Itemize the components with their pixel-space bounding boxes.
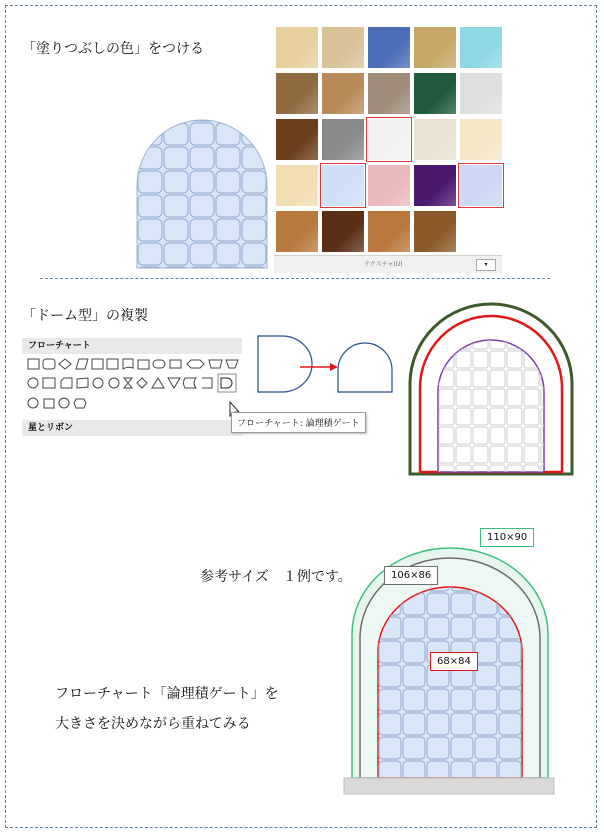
texture-swatch[interactable] (414, 211, 456, 252)
texture-swatch[interactable] (322, 73, 364, 114)
offpage-connector-icon[interactable] (43, 378, 55, 388)
section1-title: 「塗りつぶしの色」をつける (22, 41, 204, 57)
manual-input-icon[interactable] (209, 360, 222, 368)
texture-swatch[interactable] (276, 165, 318, 206)
texture-swatch[interactable] (414, 73, 456, 114)
and-gate-rotated-shape (338, 343, 392, 392)
texture-swatch[interactable] (368, 211, 410, 252)
reference-size-text: 参考サイズ １例です。 (200, 569, 352, 585)
texture-swatch[interactable] (322, 211, 364, 252)
merge-icon[interactable] (168, 378, 180, 388)
extract-icon[interactable] (152, 378, 164, 388)
texture-swatch[interactable] (322, 27, 364, 68)
texture-gallery (274, 26, 502, 272)
data-shape-icon[interactable] (76, 359, 88, 369)
internal-storage-icon[interactable] (107, 359, 118, 369)
manual-operation-icon[interactable] (226, 360, 238, 368)
texture-swatch[interactable] (322, 119, 364, 160)
texture-footer (274, 255, 502, 273)
texture-swatch[interactable] (460, 165, 502, 206)
document-shape-icon[interactable] (123, 359, 133, 369)
texture-swatch[interactable] (276, 211, 318, 252)
red-arrow-head-icon (330, 363, 338, 371)
texture-footer-label[interactable]: テクスチャ(U) (364, 261, 403, 268)
multidocument-icon[interactable] (138, 360, 149, 369)
and-gate-original-shape (258, 336, 312, 392)
stored-data-icon[interactable] (184, 378, 197, 388)
texture-swatch[interactable] (414, 27, 456, 68)
section2-title: 「ドーム型」の複製 (22, 308, 148, 324)
size-label-outer: 110×90 (480, 528, 534, 547)
texture-swatch[interactable] (368, 73, 410, 114)
and-gate-shape-icon[interactable] (221, 378, 232, 388)
texture-swatch[interactable] (276, 27, 318, 68)
dome-duplicate-outlines (406, 300, 576, 478)
summing-junction-icon[interactable] (93, 378, 103, 388)
sequential-access-icon[interactable] (28, 398, 38, 408)
connector-icon[interactable] (28, 378, 38, 388)
preparation-hex-icon[interactable] (187, 360, 204, 368)
marble-base (344, 778, 554, 794)
texture-swatch[interactable] (414, 119, 456, 160)
textured-dome-window (133, 116, 271, 272)
texture-swatch[interactable] (414, 165, 456, 206)
paint-bucket-dropdown-icon[interactable]: ▾ (476, 259, 496, 271)
and-gate-rotation-demo (254, 330, 399, 398)
magnetic-disk-icon[interactable] (44, 399, 54, 408)
texture-swatch[interactable] (322, 165, 364, 206)
texture-swatch[interactable] (276, 119, 318, 160)
preparation-icon[interactable] (170, 360, 181, 368)
punched-tape-icon[interactable] (77, 378, 88, 388)
flowchart-header: フローチャート (22, 338, 242, 354)
flowchart-shape-icons (22, 354, 242, 420)
texture-swatch[interactable] (276, 73, 318, 114)
direct-access-storage-icon[interactable] (59, 398, 69, 408)
alternate-process-shape-icon[interactable] (43, 359, 55, 369)
texture-swatch[interactable] (368, 27, 410, 68)
predefined-process-icon[interactable] (92, 359, 103, 369)
terminator-icon[interactable] (153, 360, 165, 368)
shape-tooltip: フローチャート: 論理積ゲート (231, 412, 366, 433)
texture-swatch[interactable] (460, 27, 502, 68)
delay-icon[interactable] (202, 378, 212, 388)
process-shape-icon[interactable] (28, 359, 39, 369)
texture-swatch[interactable] (460, 73, 502, 114)
note-line-2: 大きさを決めながら重ねてみる (55, 716, 251, 732)
texture-swatch[interactable] (368, 165, 410, 206)
decision-shape-icon[interactable] (59, 359, 71, 369)
shapes-panel (22, 338, 242, 440)
sort-icon[interactable] (137, 378, 147, 388)
size-label-middle: 106×86 (384, 566, 438, 585)
card-icon[interactable] (61, 378, 72, 388)
texture-swatch[interactable] (368, 119, 410, 160)
note-line-1: フローチャート「論理積ゲート」を (55, 686, 279, 702)
texture-swatch[interactable] (460, 119, 502, 160)
stars-ribbons-header: 星とリボン (22, 420, 242, 436)
display-shape-icon[interactable] (74, 399, 86, 408)
size-label-inner: 68×84 (430, 652, 478, 671)
section-divider (40, 278, 550, 279)
collate-icon[interactable] (124, 378, 132, 388)
or-shape-icon[interactable] (109, 378, 119, 388)
